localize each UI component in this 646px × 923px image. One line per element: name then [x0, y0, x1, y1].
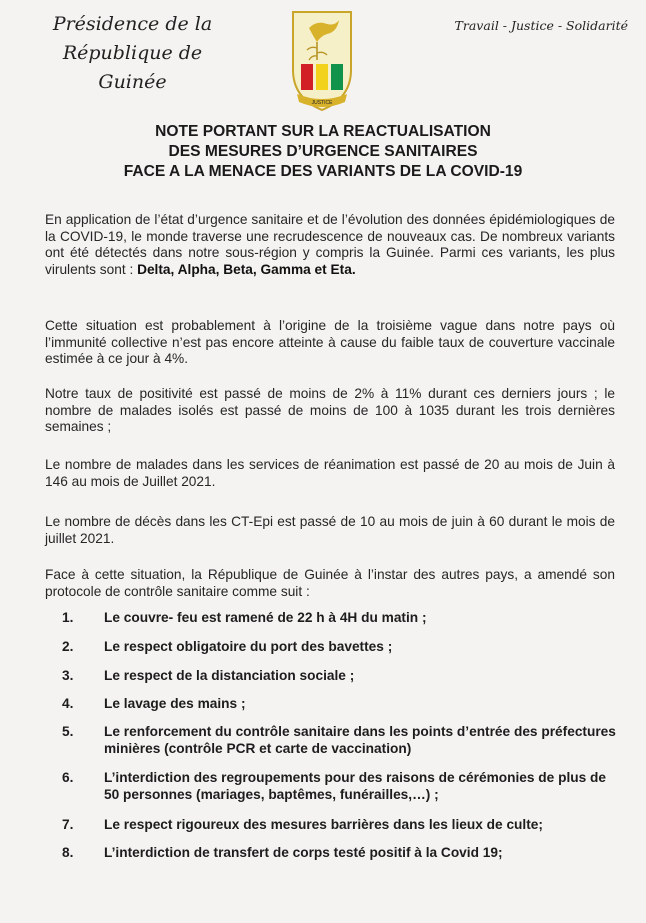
list-item-text: Le renforcement du contrôle sanitaire dans les points d’entrée des préfectures minières (contrôle PCR et carte de vaccination) — [104, 724, 616, 756]
paragraph-5 — [45, 514, 615, 547]
list-item — [62, 610, 617, 627]
list-item — [62, 770, 617, 803]
list-item-text: Le respect rigoureux des mesures barrières dans les lieux de culte; — [104, 817, 543, 832]
paragraph-2 — [45, 318, 615, 368]
title-line1: NOTE PORTANT SUR LA REACTUALISATION — [155, 123, 491, 140]
list-item-number: 6. — [62, 770, 74, 785]
header-left-line2: République de Guinée — [62, 42, 203, 93]
list-item — [62, 668, 617, 685]
paragraph-4-text: Le nombre de malades dans les services de réanimation est passé de 20 au mois de Juin à 146 au mois de Juillet 2021. — [45, 457, 615, 489]
header-presidence — [30, 10, 235, 97]
emblem-banner-text: JUSTICE — [311, 100, 333, 106]
list-item-number: 8. — [62, 845, 74, 860]
list-item — [62, 639, 617, 656]
paragraph-4 — [45, 457, 615, 490]
list-item-text: L’interdiction de transfert de corps testé positif à la Covid 19; — [104, 845, 503, 860]
list-item — [62, 696, 617, 713]
list-item-number: 2. — [62, 639, 74, 654]
list-item-text: Le couvre- feu est ramené de 22 h à 4H du matin ; — [104, 610, 427, 625]
paragraph-1-text: En application de l’état d’urgence sanitaire et de l’évolution des données épidémiologiques de la COVID-19, le monde traverse une recrudescence de nouveaux cas. De nombreux variants ont été détectés dans notre sous-région y compris la Guinée. Parmi ces variants, les plus virulents sont : — [45, 212, 615, 277]
document-title — [40, 122, 606, 182]
list-item-text: Le respect obligatoire du port des bavettes ; — [104, 639, 393, 654]
guinea-coat-of-arms-icon — [287, 8, 357, 114]
list-item — [62, 845, 617, 862]
list-item-number: 4. — [62, 696, 74, 711]
paragraph-5-text: Le nombre de décès dans les CT-Epi est passé de 10 au mois de juin à 60 durant le mois de juillet 2021. — [45, 514, 615, 546]
list-item-number: 5. — [62, 724, 74, 739]
list-item-number: 3. — [62, 668, 74, 683]
paragraph-3-text: Notre taux de positivité est passé de moins de 2% à 11% durant ces derniers jours ; le nombre de malades isolés est passé de moins de 100 à 1035 durant les trois dernières semaines ; — [45, 386, 615, 434]
header-left-line1: Présidence de la — [52, 13, 213, 35]
paragraph-2-text: Cette situation est probablement à l’origine de la troisième vague dans notre pays où l’immunité collective n’est pas encore atteinte à cause du faible taux de couverture vaccinale estimée à ce jour à 4%. — [45, 318, 615, 366]
title-line3: FACE A LA MENACE DES VARIANTS DE LA COVID-19 — [123, 163, 523, 180]
list-item-number: 1. — [62, 610, 74, 625]
paragraph-1 — [45, 212, 615, 278]
list-item-text: Le lavage des mains ; — [104, 696, 246, 711]
paragraph-6 — [45, 567, 615, 600]
paragraph-6-text: Face à cette situation, la République de Guinée à l’instar des autres pays, a amendé son protocole de contrôle sanitaire comme suit : — [45, 567, 615, 599]
list-item-number: 7. — [62, 817, 74, 832]
list-item — [62, 724, 617, 757]
header-motto: Travail - Justice - Solidarité — [454, 18, 628, 33]
list-item-text: Le respect de la distanciation sociale ; — [104, 668, 355, 683]
paragraph-3 — [45, 386, 615, 436]
title-line2: DES MESURES D’URGENCE SANITAIRES — [168, 143, 478, 160]
list-item — [62, 817, 617, 834]
variants-list: Delta, Alpha, Beta, Gamma et Eta. — [137, 261, 356, 277]
list-item-text: L’interdiction des regroupements pour des raisons de cérémonies de plus de 50 personnes (mariages, baptêmes, funérailles,…) ; — [104, 770, 606, 802]
